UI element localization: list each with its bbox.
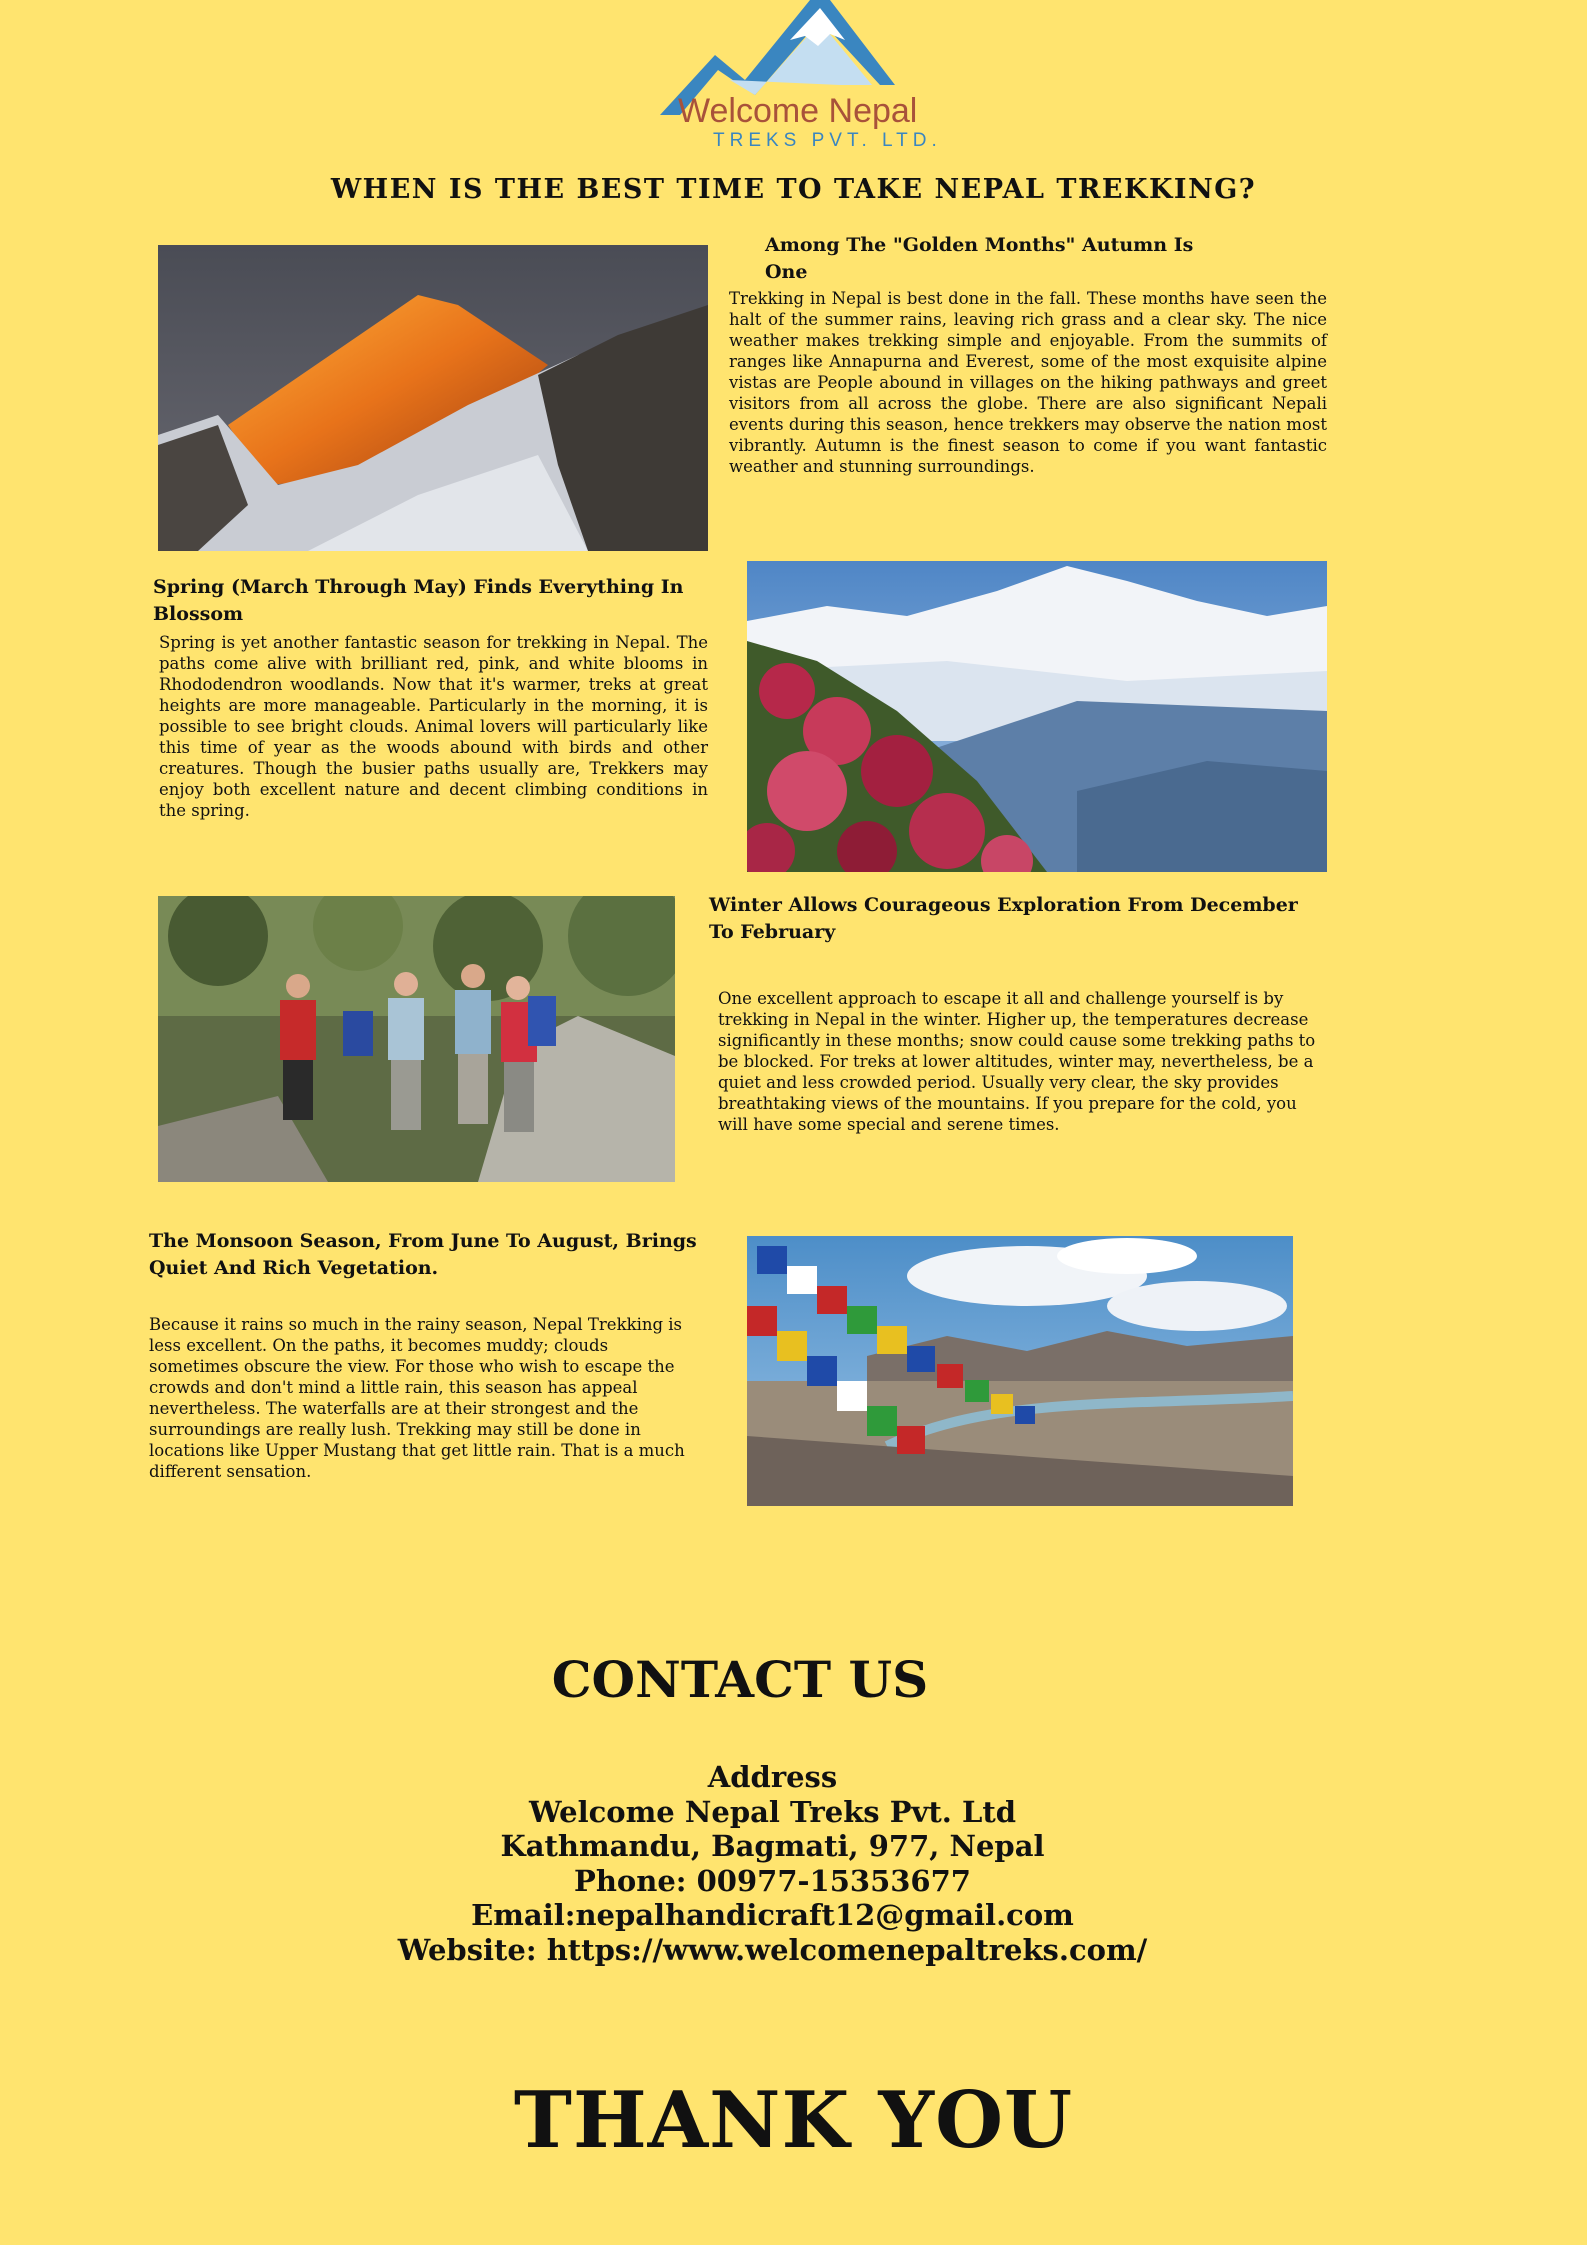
- prayer-flags-photo: [747, 1236, 1293, 1506]
- winter-heading: Winter Allows Courageous Exploration From December To February: [709, 894, 1298, 943]
- logo-subtitle-text: TREKS PVT. LTD.: [713, 130, 942, 150]
- address-label: Address: [707, 1760, 838, 1794]
- contact-title: CONTACT US: [551, 1650, 929, 1709]
- page-title: WHEN IS THE BEST TIME TO TAKE NEPAL TREKKING?: [330, 174, 1257, 205]
- company-location: Kathmandu, Bagmati, 977, Nepal: [500, 1829, 1045, 1863]
- company-phone: Phone: 00977-15353677: [574, 1863, 971, 1898]
- company-name: Welcome Nepal Treks Pvt. Ltd: [528, 1794, 1017, 1829]
- spring-heading: Spring (March Through May) Finds Everything In Blossom: [153, 576, 684, 625]
- thank-you-text: THANK YOU: [513, 2075, 1074, 2166]
- logo-mountain-icon: [640, 0, 950, 150]
- company-logo: [640, 0, 950, 150]
- monsoon-body: Because it rains so much in the rainy season, Nepal Trekking is less excellent. On the paths, it becomes muddy; clouds sometimes obscure the view. For those who wish to escape the crowds and don't mind a little rain, this season has appeal nevertheless. The waterfalls are at their strongest and the surroundings are really lush. Trekking may still be done in locations like Upper Mustang that get little rain. That is a much different sensation.: [149, 1315, 685, 1481]
- autumn-body: Trekking in Nepal is best done in the fall. These months have seen the halt of the summer rains, leaving rich grass and a clear sky. The nice weather makes trekking simple and enjoyable. From the summits of ranges like Annapurna and Everest, some of the most exquisite alpine vistas are People abound in villages on the hiking pathways and greet visitors from all across the globe. There are also significant Nepali events during this season, hence trekkers may observe the nation most vibrantly. Autumn is the finest season to come if you want fantastic weather and stunning surroundings.: [729, 289, 1327, 476]
- autumn-heading: Among The "Golden Months" Autumn Is One: [765, 234, 1194, 283]
- company-email: Email:nepalhandicraft12@gmail.com: [471, 1898, 1074, 1932]
- company-website: Website: https://www.welcomenepaltreks.com/: [397, 1932, 1148, 1967]
- logo-brand-text: Welcome Nepal: [678, 92, 918, 130]
- monsoon-heading: The Monsoon Season, From June To August, Brings Quiet And Rich Vegetation.: [149, 1230, 697, 1279]
- contact-block: [0, 1760, 1545, 1967]
- rhododendron-photo: [747, 561, 1327, 872]
- trekkers-photo: [158, 896, 675, 1182]
- everest-photo: [158, 245, 708, 551]
- winter-body: One excellent approach to escape it all and challenge yourself is by trekking in Nepal in the winter. Higher up, the temperatures decrease significantly in these months; snow could cause some trekking paths to be blocked. For treks at lower altitudes, winter may, nevertheless, be a quiet and less crowded period. Usually very clear, the sky provides breathtaking views of the mountains. If you prepare for the cold, you will have some special and serene times.: [718, 989, 1316, 1134]
- spring-body: Spring is yet another fantastic season for trekking in Nepal. The paths come alive with brilliant red, pink, and white blooms in Rhododendron woodlands. Now that it's warmer, treks at great heights are more manageable. Particularly in the morning, it is possible to see bright clouds. Animal lovers will particularly like this time of year as the woods abound with birds and other creatures. Though the busier paths usually are, Trekkers may enjoy both excellent nature and decent climbing conditions in the spring.: [159, 633, 708, 820]
